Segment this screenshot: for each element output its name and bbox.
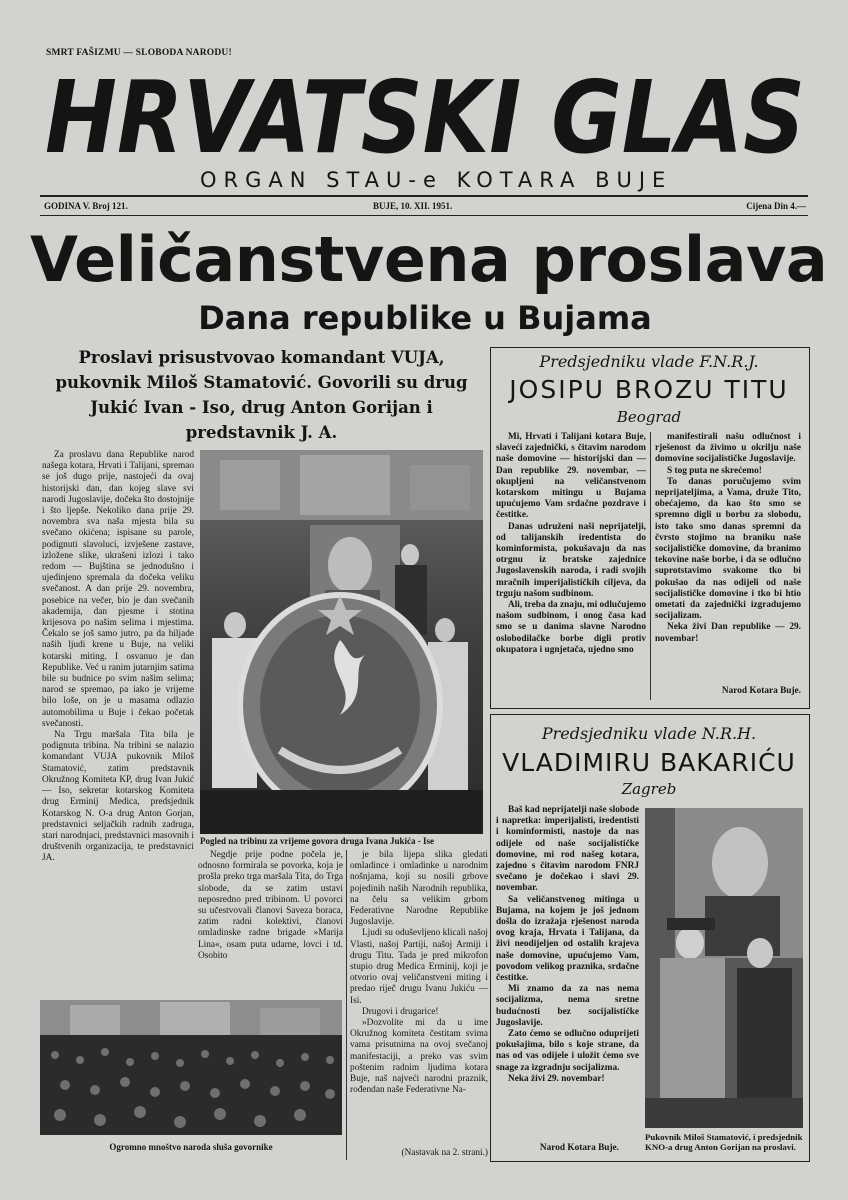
article-paragraph: Na Trgu maršala Tita bila je podignuta tribina. Na tribini se nalazio komandant VUJA pukovnik Miloš Stamatović, zatim predstavnik Okružnog Komiteta KP, drug Ivan Jukić — Iso, sekretar kotarskog Komiteta drug Erminij Medica, predsjednik Kotarskog N. O-a drug Anton Gorjan, predstavnici seljačkih radnih zadruga, stari narodnjaci, predstavnici masovnih i društvenih organizacija, te predstavnici JA. xyxy=(42,730,194,864)
header-rule-bottom xyxy=(40,215,808,216)
article-paragraph: Negdje prije podne počela je, odnosno formirala se povorka, koja je prošla preko trga maršala Tita, do Trga slobode, da se zatim ustavi neposredno pred tribinom. U povorci su učestvovali članovi Saveza boraca, zatim radni kolektivi, članovi omladinske radne brigade »Marija Lina«, osam puta udarne, lovci i td. Osobito xyxy=(198,850,343,961)
telegram-paragraph: Neka živi Dan republike — 29. novembar! xyxy=(655,622,801,644)
main-subheadline: Dana republike u Bujama xyxy=(198,299,652,337)
tribune-photo-caption: Pogled na tribinu za vrijeme govora druga Ivana Jukića - Ise xyxy=(200,836,434,846)
article-paragraph: je bila lijepa slika gledati omladince i omladinke u narodnim nošnjama, koji su nosili grbove pojedinih naših Narodnih republika, na čelu sa velikim grbom Federativne Narodne Republike Jugoslavije. xyxy=(350,850,488,928)
tribune-photo xyxy=(200,450,483,834)
tito-text-right xyxy=(655,432,801,682)
stamatovic-photo xyxy=(645,808,803,1128)
telegram-paragraph: Zato ćemo se odlučno oduprijeti pokušajima, bilo s koje strane, da nas od vas odijele i uložit ćemo sve snage za izgradnju socijalizma. xyxy=(496,1029,639,1073)
telegram-paragraph: Ali, treba da znaju, mi odlučujemo našom sudbinom, i onog časa kad smo se u danima slavne Narodno oslobodilačke borbe digli protiv okupatora i ugnjetača, ujedno smo xyxy=(496,600,646,655)
crowd-photo-caption: Ogromno mnoštvo naroda sluša govornike xyxy=(109,1142,273,1152)
telegram-paragraph: Sa veličanstvenog mitinga u Bujama, na kojem je još jednom došla do izražaja rješenost naroda ovog kraja, Hrvata i Talijana, da živi neodijeljen od ostalih krajeva naše domovine, upućujemo Vam, povodom velikog praznika, srdačne čestitke. xyxy=(496,894,639,984)
issue-date: BUJE, 10. XII. 1951. xyxy=(373,201,453,211)
header-rule-top xyxy=(40,195,808,197)
tito-text-left xyxy=(496,432,646,702)
motto: SMRT FAŠIZMU — SLOBODA NARODU! xyxy=(46,48,232,58)
bakaric-signature: Narod Kotara Buje. xyxy=(539,1143,619,1153)
telegram-paragraph: Mi znamo da za nas nema socijalizma, nema sretne budućnosti bez socijalističke Jugoslavije. xyxy=(496,984,639,1028)
telegram-paragraph: Danas udruženi naši neprijatelji, od talijanskih iredentista do kominformista, pokušavaju da nas otrgnu iz bratske zajednice Jugoslavenskih naroda, i radi svojih mračnih imperijalističkih ciljeva, da trguju našom sudbinom. xyxy=(496,521,646,599)
telegram-paragraph: S tog puta ne skrećemo! xyxy=(667,465,762,476)
telegram-paragraph: To danas poručujemo svim neprijateljima, a Vama, druže Tito, obećajemo, da kao što smo se spremno digli u borbu za slobodu, isto tako smo danas spremni da čvrsto stojimo na braniku naše socijalističke domovine, da branimo tekovine naše borbe, i da se odlučno suprotstavimo svakome tko bi pokušao da nas odijeli od naše socijalističke domovine i tko bi htio ometati da zajednički izgradujemo socijalizam. xyxy=(655,476,801,622)
issue-price: Cijena Din 4.— xyxy=(746,201,806,211)
main-headline: Veličanstvena proslava xyxy=(30,223,828,296)
masthead-logo xyxy=(40,56,810,164)
continued-note: (Nastavak na 2. strani.) xyxy=(401,1148,488,1158)
article-column-1 xyxy=(42,450,194,1015)
telegram-paragraph: Neka živi 29. novembar! xyxy=(508,1073,605,1084)
masthead-subtitle: ORGAN STAU-e KOTARA BUJE xyxy=(200,168,673,192)
stamatovic-photo-caption: Pukovnik Miloš Stamatović, i predsjednik KNO-a drug Anton Gorijan na proslavi. xyxy=(645,1132,803,1152)
article-paragraph: Drugovi i drugarice! xyxy=(362,1006,439,1017)
telegram-paragraph: Mi, Hrvati i Talijani kotara Buje, slaveći zajednički, s čitavim narodom naše domovine — historijski dan — Dan republike 29. novembar, — okupljeni na veličanstvenom kotarskom mitingu u Bujama upućujemo Vam srdačne pozdrave i čestitke. xyxy=(496,432,646,521)
telegram-column-divider xyxy=(650,432,651,700)
bakaric-addressee: Predsjedniku vlade N.R.H. xyxy=(541,724,757,743)
article-deck: Proslavi prisustvovao komandant VUJA, pukovnik Miloš Stamatović. Govorili su drug Jukić Ivan - Iso, drug Anton Gorijan i predstavnik J. A. xyxy=(55,348,468,442)
article-paragraph: »Dozvolite mi da u ime Okružnog komiteta čestitam svima vama prisutnima na ovoj svečanoj manifestaciji, a preko vas svim poštenim radnim ljudima kotara Buje, naš najveći narodni praznik, rođendan naše Federativne Na- xyxy=(350,1018,488,1096)
tito-addressee: Predsjedniku vlade F.N.R.J. xyxy=(539,352,759,371)
telegram-paragraph: Baš kad neprijatelji naše slobode i napretka: imperijalisti, iredentisti i kominformisti, nastoje da nas odijele od naše socijalističke domovine, mi rod našeg kotara, zajedno s čitavim narodom FNRJ svečano je dočekao i slavi 29. novembar. xyxy=(496,805,639,894)
article-column-3 xyxy=(350,850,488,1148)
bakaric-text xyxy=(496,805,639,1140)
bakaric-name: VLADIMIRU BAKARIĆU xyxy=(502,748,796,777)
article-paragraph: Ljudi su oduševljeno klicali našoj Vlasti, našoj Partiji, našoj Armiji i drugu Titu. Tada je pred mikrofon stupio drug Medica Erminij, koji je otvorio ovaj veličanstveni miting i predao riječ drugu Ivanu Jukiću — Isi. xyxy=(350,928,488,1006)
article-column-2 xyxy=(198,850,343,995)
tito-city: Beograd xyxy=(616,408,682,426)
article-paragraph: Za proslavu dana Republike narod našega kotara, Hrvati i Talijani, spremao se još dugo prije, nastojeći da ovaj historijski dan, dan kojeg slave svi narodi Jugoslavije, dočeka što dostojnije i što ljepše. Nekoliko dana prije 29. novembra sva naša mjesta bila su svečano okićena; ispisane su parole, podignuti slavoluci, izvješene zastave, izložene slike, ukrašeni izlozi i tako redom — Bujština se jednodušno i ujedinjeno spremala da dočeka veliku svečanost. A dan prije 29. novembra, posebice na večer, bio je dan svečanih akademija, dan pjesme i stotina krijesova po našim selima i mjestima. Čekalo se još samo jutro, pa da hiljade naših ljudi krene u Buje, na veliki kotarski miting. I osvanuo je dan Republike. Već u ranim jutarnjim satima bile su budnice po svim našim selima; narod se spremao, pa iako je vrijeme bilo loše, on je u masama odlazio automobilima u Buje i čekao početak svečanosti. xyxy=(42,450,194,729)
column-divider xyxy=(346,850,347,1160)
bakaric-city: Zagreb xyxy=(621,780,677,798)
crowd-photo xyxy=(40,1000,342,1135)
tito-signature: Narod Kotara Buje. xyxy=(721,686,801,696)
issue-number: GODINA V. Broj 121. xyxy=(44,201,128,211)
tito-name: JOSIPU BROZU TITU xyxy=(509,375,789,404)
masthead-title: HRVATSKI GLAS xyxy=(45,59,805,164)
telegram-paragraph: manifestirali našu odlučnost i rješenost da živimo u okrilju naše domovine socijalističke Jugoslavije. xyxy=(655,432,801,465)
